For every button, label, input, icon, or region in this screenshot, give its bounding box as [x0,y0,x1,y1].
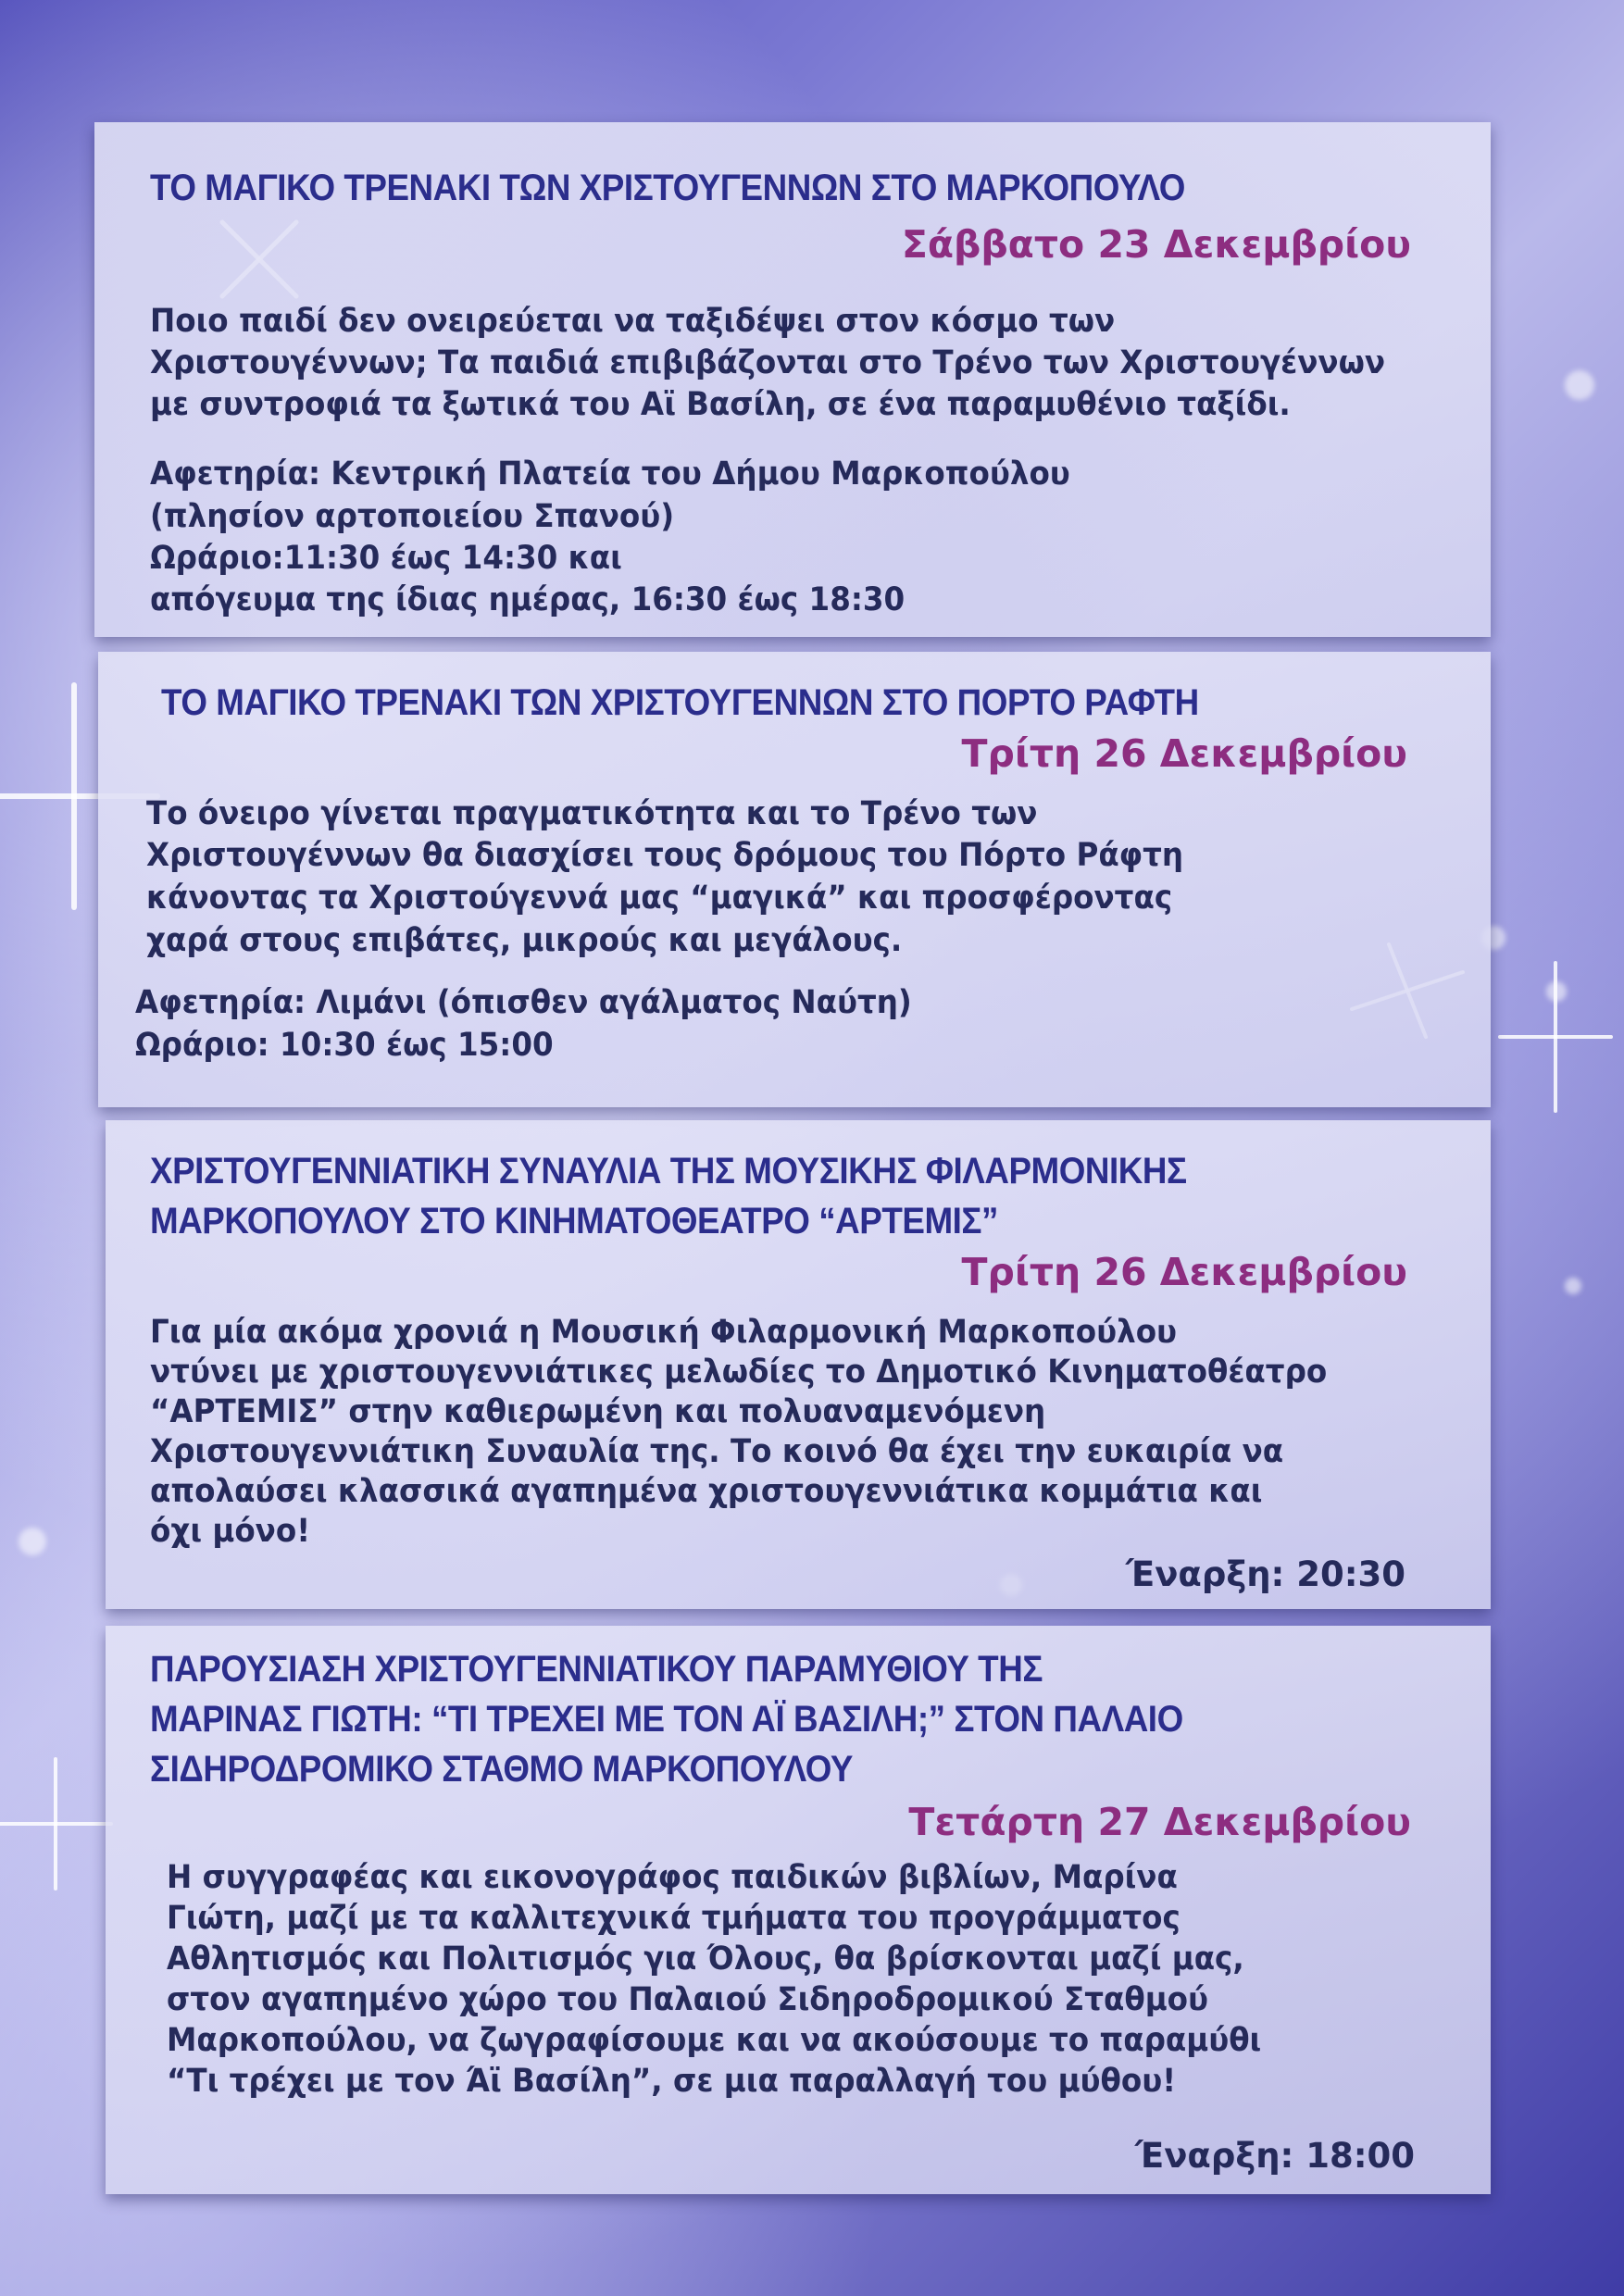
event-panel [94,122,1491,637]
event-details-line: Αφετηρία: Λιμάνι (όπισθεν αγάλματος Ναύτη) [135,984,912,1021]
event-start-time: Έναρξη: 20:30 [1125,1554,1405,1594]
event-title: ΤΟ ΜΑΓΙΚΟ ΤΡΕΝΑΚΙ ΤΩΝ ΧΡΙΣΤΟΥΓΕΝΝΩΝ ΣΤΟ ΜΑΡΚΟΠΟΥΛΟ [150,168,1185,208]
event-title: ΣΙΔΗΡΟΔΡΟΜΙΚΟ ΣΤΑΘΜΟ ΜΑΡΚΟΠΟΥΛΟΥ [150,1749,853,1790]
event-description-line: Για μία ακόμα χρονιά η Μουσική Φιλαρμονική Μαρκοπούλου [150,1314,1178,1351]
event-description-line: Γιώτη, μαζί με τα καλλιτεχνικά τμήματα του προγράμματος [167,1900,1181,1937]
event-date: Τρίτη 26 Δεκεμβρίου [961,731,1407,776]
event-description-line: Αθλητισμός και Πολιτισμός για Όλους, θα βρίσκονται μαζί μας, [167,1940,1244,1978]
event-title: ΤΟ ΜΑΓΙΚΟ ΤΡΕΝΑΚΙ ΤΩΝ ΧΡΙΣΤΟΥΓΕΝΝΩΝ ΣΤΟ ΠΟΡΤΟ ΡΑΦΤΗ [161,682,1199,723]
event-description-line: στον αγαπημένο χώρο του Παλαιού Σιδηροδρομικού Σταθμού [167,1981,1208,2018]
event-panel [106,1626,1491,2194]
event-panel [98,652,1491,1107]
event-details-line: (πλησίον αρτοποιείου Σπανού) [150,498,675,535]
event-description-line: Χριστουγεννιάτικη Συναυλία της. Το κοινό θα έχει την ευκαιρία να [150,1433,1284,1470]
bokeh-light [1565,370,1594,400]
event-date: Τρίτη 26 Δεκεμβρίου [961,1250,1407,1294]
event-details-line: Αφετηρία: Κεντρική Πλατεία του Δήμου Μαρκοπούλου [150,455,1070,493]
event-description-line: Μαρκοπούλου, να ζωγραφίσουμε και να ακούσουμε το παραμύθι [167,2022,1262,2059]
event-description-line: κάνοντας τα Χριστούγεννά μας “μαγικά” και προσφέροντας [146,880,1173,917]
event-description-line: χαρά στους επιβάτες, μικρούς και μεγάλους. [146,922,903,959]
event-description-line: με συντροφιά τα ξωτικά του Αϊ Βασίλη, σε ένα παραμυθένιο ταξίδι. [150,386,1291,423]
event-title: ΠΑΡΟΥΣΙΑΣΗ ΧΡΙΣΤΟΥΓΕΝΝΙΑΤΙΚΟΥ ΠΑΡΑΜΥΘΙΟΥ ΤΗΣ [150,1649,1043,1690]
event-description-line: Χριστουγέννων θα διασχίσει τους δρόμους του Πόρτο Ράφτη [146,837,1184,874]
bokeh-light [19,1528,46,1555]
event-date: Σάββατο 23 Δεκεμβρίου [901,222,1411,267]
event-title: ΧΡΙΣΤΟΥΓΕΝΝΙΑΤΙΚΗ ΣΥΝΑΥΛΙΑ ΤΗΣ ΜΟΥΣΙΚΗΣ ΦΙΛΑΡΜΟΝΙΚΗΣ [150,1151,1187,1192]
event-title: ΜΑΡΙΝΑΣ ΓΙΩΤΗ: “ΤΙ ΤΡΕΧΕΙ ΜΕ ΤΟΝ ΑΪ ΒΑΣΙΛΗ;” ΣΤΟΝ ΠΑΛΑΙΟ [150,1699,1183,1740]
event-description-line: Ποιο παιδί δεν ονειρεύεται να ταξιδέψει στον κόσμο των [150,303,1116,340]
event-description-line: ντύνει με χριστουγεννιάτικες μελωδίες το Δημοτικό Κινηματοθέατρο [150,1354,1328,1391]
event-description-line: απολαύσει κλασσικά αγαπημένα χριστουγεννιάτικα κομμάτια και [150,1473,1263,1510]
event-details-line: Ωράριο: 10:30 έως 15:00 [135,1027,554,1064]
bokeh-light [1546,981,1567,1002]
event-details-line: απόγευμα της ίδιας ημέρας, 16:30 έως 18:30 [150,581,906,618]
event-title: ΜΑΡΚΟΠΟΥΛΟΥ ΣΤΟ ΚΙΝΗΜΑΤΟΘΕΑΤΡΟ “ΑΡΤΕΜΙΣ” [150,1201,998,1242]
event-date: Τετάρτη 27 Δεκεμβρίου [908,1800,1411,1844]
event-description-line: όχι μόνο! [150,1513,311,1550]
event-description-line: “ΑΡΤΕΜΙΣ” στην καθιερωμένη και πολυαναμενόμενη [150,1393,1046,1430]
event-description-line: “Τι τρέχει με τον Άϊ Βασίλη”, σε μια παραλλαγή του μύθου! [167,2063,1177,2100]
event-description-line: Η συγγραφέας και εικονογράφος παιδικών βιβλίων, Μαρίνα [167,1859,1178,1896]
event-description-line: Το όνειρο γίνεται πραγματικότητα και το Τρένο των [146,795,1038,832]
event-panel [106,1120,1491,1609]
bokeh-light [1565,1278,1581,1294]
event-start-time: Έναρξη: 18:00 [1134,2136,1415,2176]
event-description-line: Χριστουγέννων; Τα παιδιά επιβιβάζονται στο Τρένο των Χριστουγέννων [150,344,1386,381]
event-details-line: Ωράριο:11:30 έως 14:30 και [150,540,622,577]
